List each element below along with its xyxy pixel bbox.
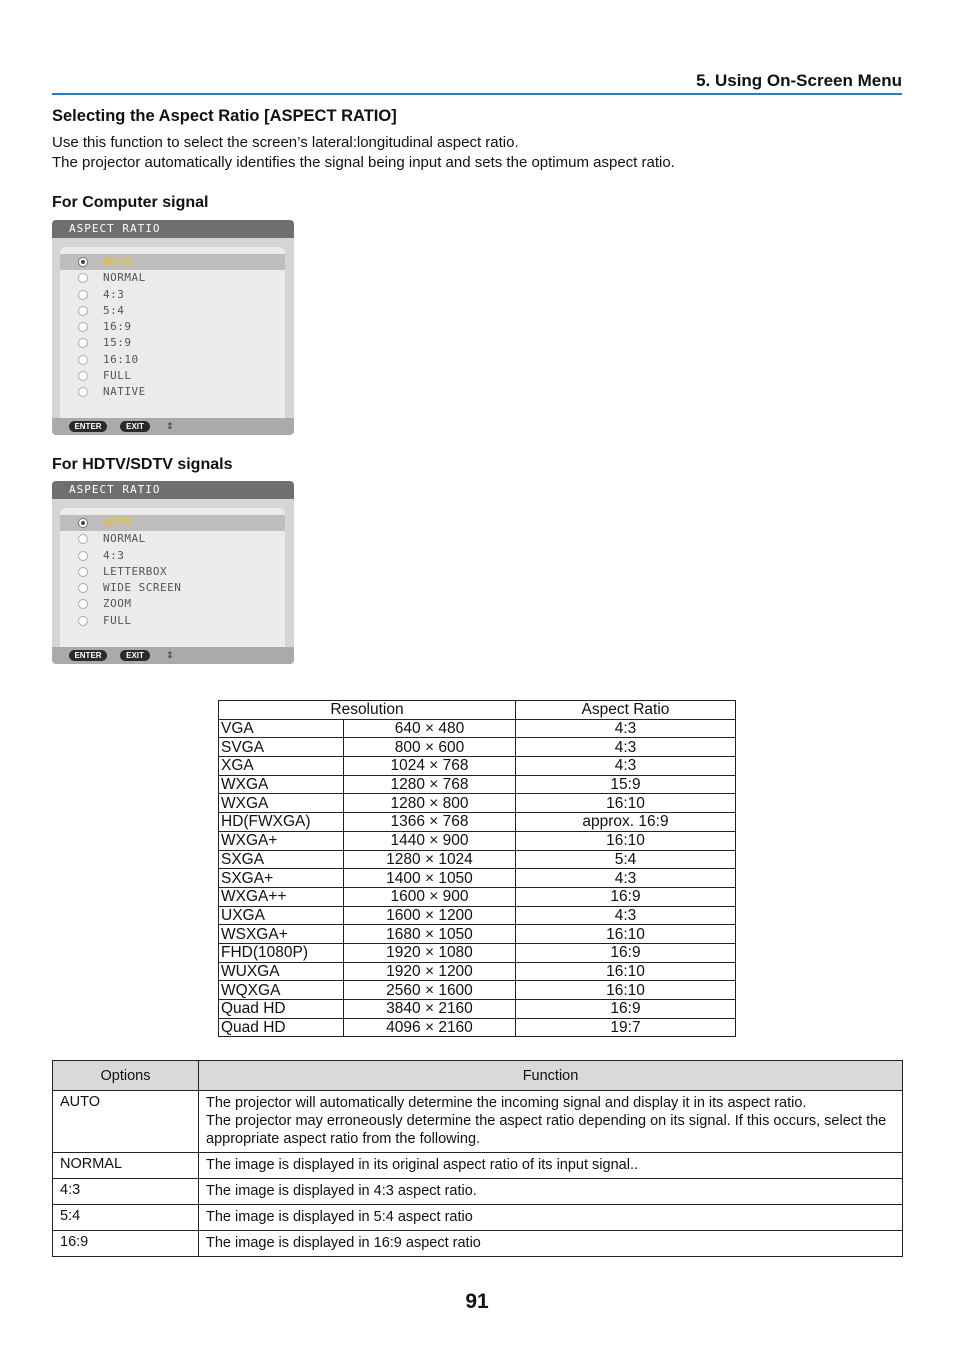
- table-row: [219, 775, 736, 794]
- menu-option-label: AUTO: [103, 516, 132, 529]
- menu-option-label: 5:4: [103, 303, 125, 317]
- computer-signal-heading: For Computer signal: [52, 194, 209, 211]
- aspect-ratio-cell: 16:10: [516, 831, 736, 850]
- resolution-cell: 1280 × 768: [344, 775, 516, 794]
- menu-option-label: WIDE SCREEN: [103, 581, 182, 595]
- resolution-cell: 1600 × 1200: [344, 906, 516, 925]
- column-header: Function: [199, 1061, 903, 1091]
- menu-option[interactable]: [60, 531, 285, 547]
- aspect-ratio-menu-computer: [52, 220, 294, 435]
- menu-option[interactable]: [60, 613, 285, 629]
- up-down-icon: ⇕: [166, 421, 174, 431]
- signal-name-cell: UXGA: [219, 906, 344, 925]
- table-row: [219, 757, 736, 776]
- option-cell: 16:9: [53, 1231, 199, 1257]
- aspect-ratio-cell: 16:10: [516, 794, 736, 813]
- menu-option-label: 4:3: [103, 548, 125, 562]
- table-row: [219, 869, 736, 888]
- function-cell: [199, 1231, 903, 1257]
- resolution-cell: 1280 × 1024: [344, 850, 516, 869]
- menu-option[interactable]: [60, 270, 285, 286]
- intro-text: [52, 133, 912, 173]
- aspect-ratio-cell: 16:9: [516, 1000, 736, 1019]
- function-line: The image is displayed in 16:9 aspect ratio: [206, 1235, 481, 1251]
- menu-option[interactable]: [60, 384, 285, 400]
- resolution-cell: 1680 × 1050: [344, 925, 516, 944]
- signal-name-cell: WXGA++: [219, 887, 344, 906]
- table-row: [219, 943, 736, 962]
- resolution-cell: 1366 × 768: [344, 813, 516, 832]
- menu-option[interactable]: [60, 287, 285, 303]
- aspect-ratio-cell: 15:9: [516, 775, 736, 794]
- signal-name-cell: HD(FWXGA): [219, 813, 344, 832]
- option-cell: AUTO: [53, 1091, 199, 1153]
- resolution-cell: 2560 × 1600: [344, 981, 516, 1000]
- signal-name-cell: FHD(1080P): [219, 943, 344, 962]
- menu-option[interactable]: [60, 596, 285, 612]
- menu-option-label: NORMAL: [103, 271, 146, 285]
- exit-button[interactable]: EXIT: [120, 650, 150, 661]
- section-heading: Selecting the Aspect Ratio [ASPECT RATIO]: [52, 107, 397, 125]
- hdtv-signal-heading: For HDTV/SDTV signals: [52, 456, 233, 473]
- menu-option-label: FULL: [103, 613, 132, 627]
- menu-panel: [60, 247, 285, 428]
- table-row: [219, 831, 736, 850]
- menu-option[interactable]: [60, 548, 285, 564]
- table-row: [219, 1018, 736, 1037]
- table-row: [219, 813, 736, 832]
- menu-option-label: 16:9: [103, 320, 132, 334]
- table-header-row: [53, 1061, 903, 1091]
- aspect-ratio-cell: 5:4: [516, 850, 736, 869]
- menu-option[interactable]: [60, 368, 285, 384]
- radio-icon: [78, 338, 88, 348]
- options-table: [52, 1060, 903, 1257]
- aspect-ratio-cell: 4:3: [516, 869, 736, 888]
- menu-option-label: 16:10: [103, 352, 139, 366]
- table-row: [53, 1231, 903, 1257]
- menu-option[interactable]: [60, 515, 285, 531]
- table-row: [219, 962, 736, 981]
- function-line: The projector may erroneously determine the aspect ratio depending on its signal. If this occurs, select the appropriate aspect ratio from the following.: [206, 1113, 887, 1147]
- radio-icon: [78, 371, 88, 381]
- menu-option[interactable]: [60, 564, 285, 580]
- menu-option[interactable]: [60, 335, 285, 351]
- column-header: Aspect Ratio: [516, 701, 736, 720]
- table-row: [53, 1179, 903, 1205]
- menu-option-label: NORMAL: [103, 532, 146, 546]
- resolution-cell: 1440 × 900: [344, 831, 516, 850]
- aspect-ratio-cell: 19:7: [516, 1018, 736, 1037]
- radio-icon: [78, 534, 88, 544]
- radio-icon: [78, 518, 88, 528]
- function-cell: [199, 1205, 903, 1231]
- chapter-title: 5. Using On-Screen Menu: [696, 71, 902, 90]
- radio-icon: [78, 273, 88, 283]
- resolution-cell: 1280 × 800: [344, 794, 516, 813]
- signal-name-cell: Quad HD: [219, 1000, 344, 1019]
- resolution-cell: 1400 × 1050: [344, 869, 516, 888]
- signal-name-cell: WXGA: [219, 775, 344, 794]
- aspect-ratio-cell: 16:10: [516, 962, 736, 981]
- menu-option[interactable]: [60, 580, 285, 596]
- radio-icon: [78, 290, 88, 300]
- signal-name-cell: SXGA+: [219, 869, 344, 888]
- menu-footer: [52, 647, 294, 664]
- radio-icon: [78, 551, 88, 561]
- radio-icon: [78, 355, 88, 365]
- resolution-cell: 640 × 480: [344, 719, 516, 738]
- menu-title: ASPECT RATIO: [52, 220, 294, 238]
- radio-icon: [78, 616, 88, 626]
- table-row: [219, 887, 736, 906]
- menu-footer: [52, 418, 294, 435]
- table-row: [219, 906, 736, 925]
- resolution-cell: 3840 × 2160: [344, 1000, 516, 1019]
- radio-icon: [78, 387, 88, 397]
- table-row: [219, 1000, 736, 1019]
- menu-option-label: ZOOM: [103, 597, 132, 611]
- function-cell: [199, 1091, 903, 1153]
- menu-panel: [60, 508, 285, 657]
- signal-name-cell: WXGA: [219, 794, 344, 813]
- enter-button[interactable]: ENTER: [69, 421, 107, 432]
- up-down-icon: ⇕: [166, 650, 174, 660]
- menu-option-label: NATIVE: [103, 385, 146, 399]
- menu-option-label: LETTERBOX: [103, 564, 168, 578]
- signal-name-cell: WUXGA: [219, 962, 344, 981]
- aspect-ratio-cell: 4:3: [516, 757, 736, 776]
- menu-option[interactable]: [60, 319, 285, 335]
- menu-option-label: FULL: [103, 369, 132, 383]
- function-line: The projector will automatically determine the incoming signal and display it in its aspect ratio.: [206, 1095, 807, 1111]
- table-row: [53, 1091, 903, 1153]
- signal-name-cell: XGA: [219, 757, 344, 776]
- function-line: The image is displayed in its original aspect ratio of its input signal..: [206, 1157, 638, 1173]
- page-number: 91: [465, 1290, 489, 1313]
- signal-name-cell: Quad HD: [219, 1018, 344, 1037]
- radio-icon: [78, 567, 88, 577]
- aspect-ratio-cell: 4:3: [516, 719, 736, 738]
- function-line: The image is displayed in 5:4 aspect ratio: [206, 1209, 473, 1225]
- function-cell: [199, 1179, 903, 1205]
- menu-option[interactable]: [60, 254, 285, 270]
- option-cell: NORMAL: [53, 1153, 199, 1179]
- aspect-ratio-menu-hdtv: [52, 481, 294, 664]
- table-row: [219, 925, 736, 944]
- table-row: [219, 794, 736, 813]
- table-row: [219, 850, 736, 869]
- table-row: [219, 738, 736, 757]
- aspect-ratio-cell: approx. 16:9: [516, 813, 736, 832]
- menu-option-label: 4:3: [103, 287, 125, 301]
- menu-title: ASPECT RATIO: [52, 481, 294, 499]
- aspect-ratio-cell: 16:10: [516, 981, 736, 1000]
- function-line: The image is displayed in 4:3 aspect ratio.: [206, 1183, 477, 1199]
- intro-line: Use this function to select the screen’s lateral:longitudinal aspect ratio.: [52, 134, 519, 151]
- resolution-cell: 1920 × 1200: [344, 962, 516, 981]
- table-header-row: [219, 701, 736, 720]
- radio-icon: [78, 322, 88, 332]
- intro-line: The projector automatically identifies the signal being input and sets the optimum aspect ratio.: [52, 154, 675, 171]
- aspect-ratio-cell: 16:9: [516, 943, 736, 962]
- signal-name-cell: WXGA+: [219, 831, 344, 850]
- radio-icon: [78, 583, 88, 593]
- aspect-ratio-cell: 16:9: [516, 887, 736, 906]
- column-header: Options: [53, 1061, 199, 1091]
- aspect-ratio-cell: 16:10: [516, 925, 736, 944]
- signal-name-cell: SXGA: [219, 850, 344, 869]
- table-row: [53, 1153, 903, 1179]
- column-header: Resolution: [219, 701, 516, 720]
- signal-name-cell: SVGA: [219, 738, 344, 757]
- exit-button[interactable]: EXIT: [120, 421, 150, 432]
- aspect-ratio-cell: 4:3: [516, 906, 736, 925]
- signal-name-cell: WQXGA: [219, 981, 344, 1000]
- menu-option-label: 15:9: [103, 336, 132, 350]
- enter-button[interactable]: ENTER: [69, 650, 107, 661]
- header-rule: [52, 93, 902, 95]
- aspect-ratio-cell: 4:3: [516, 738, 736, 757]
- signal-name-cell: WSXGA+: [219, 925, 344, 944]
- resolution-cell: 800 × 600: [344, 738, 516, 757]
- radio-icon: [78, 257, 88, 267]
- menu-option[interactable]: [60, 303, 285, 319]
- menu-option[interactable]: [60, 352, 285, 368]
- radio-icon: [78, 599, 88, 609]
- table-row: [219, 981, 736, 1000]
- radio-icon: [78, 306, 88, 316]
- option-cell: 5:4: [53, 1205, 199, 1231]
- resolution-cell: 1920 × 1080: [344, 943, 516, 962]
- resolution-cell: 4096 × 2160: [344, 1018, 516, 1037]
- signal-name-cell: VGA: [219, 719, 344, 738]
- menu-option-label: AUTO: [103, 255, 132, 268]
- resolution-cell: 1600 × 900: [344, 887, 516, 906]
- table-row: [219, 719, 736, 738]
- table-row: [53, 1205, 903, 1231]
- resolution-cell: 1024 × 768: [344, 757, 516, 776]
- function-cell: [199, 1153, 903, 1179]
- option-cell: 4:3: [53, 1179, 199, 1205]
- resolution-table: [218, 700, 736, 1037]
